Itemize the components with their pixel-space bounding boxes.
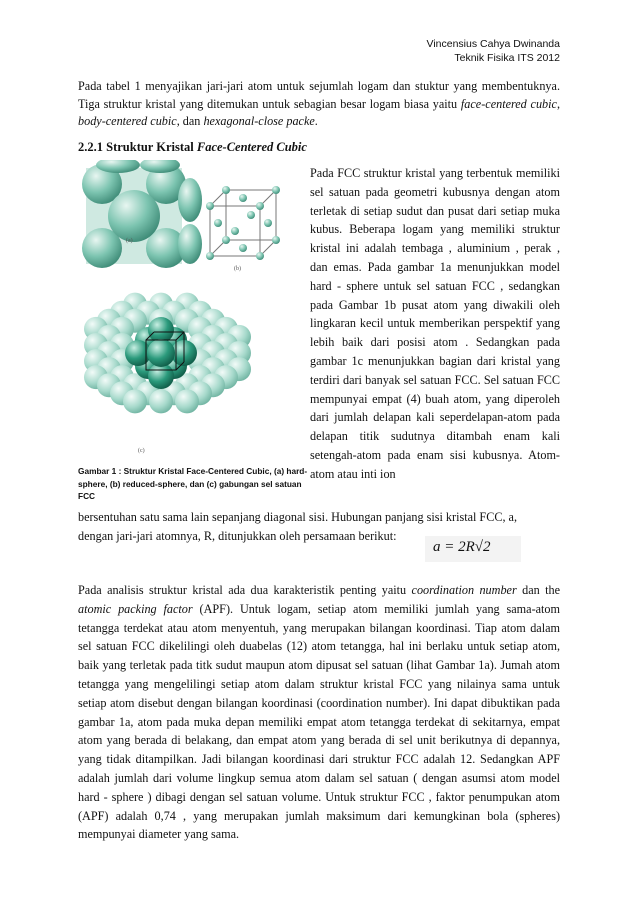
intro-end: . xyxy=(314,114,318,129)
fcc-figure xyxy=(78,160,304,455)
term-coordination-number: coordination number xyxy=(411,583,517,597)
analysis-text-1: Pada analisis struktur kristal ada dua karakteristik penting yaitu xyxy=(78,583,412,597)
intro-sep: , dan xyxy=(176,114,204,129)
right-column-text: Pada FCC struktur kristal yang terbentuk memiliki sel satuan pada geometri kubusnya dengan atom terletak di setiap sudut dan pusat dari setiap muka kubus. Beberapa logam yang memiliki struktur kristal ini adalah tembaga , aluminium , perak , dan emas. Pada gambar 1a menunjukkan model hard - sphere untuk sel satuan FCC , sedangkan pada Gambar 1b pusat atom yang diwakili oleh lingkaran kecil untuk memberikan perspektif yang lebih baik dari posisi atom . Sedangkan pada gambar 1c menunjukkan bagian dari kristal yang terdiri dari banyak sel satuan FCC. Sel satuan FCC mempunyai empat (4) buah atom, yang diperoleh dari jumlah delapan kali seperdelapan-atom pada delapan titik sudutnya ditambah enam kali setengah-atom pada enam sisi kubusnya. Atom-atom atau inti ion xyxy=(310,166,560,481)
equation: a = 2R√2 xyxy=(433,539,491,555)
analysis-text-3: (APF). Untuk logam, setiap atom memiliki jumlah yang sama-atom tetangga terdekat atau atom menyentuh, yang merupakan bilangan koordinasi. Tiap atom dalam sel satuan FCC dikelilingi oleh duabelas (12) atom tetangga, hal ini berlaku untuk setiap atom, baik yang terletak pada titk sudut maupun atom dipusat sel satuan (lihat Gambar 1a). Jumah atom tetangga yang mengelilingi setiap atom dalam struktur kristal FCC yang nilainya sama untuk setiap atom disebut dengan bilangan koordinasi (coordination number). Ini dapat dibuktikan pada gambar 1a, atom pada muka depan memiliki empat atom tetangga terdekat di sekitarnya, empat atom yang berada di belakang, dan empat atom yang berada di sel unit berikutnya di depannya, yang tidak ditampilkan. Jadi bilangan koordinasi dari struktur FCC adalah 12. Sedangkan APF adalah jumlah dari volume lingkup semua atom dalam sel satuan ( dengan asumsi atom model hard - sphere ) dibagi dengan sel satuan volume. Untuk struktur FCC , faktor penumpukan atom (APF) adalah 0,74 , yang merupakan jumlah maksimum dari kemungkinan bola (spheres) mempunyai diameter yang sama. xyxy=(78,601,560,842)
section-title-italic: Face-Centered Cubic xyxy=(196,140,307,154)
author-name: Vincensius Cahya Dwinanda xyxy=(426,38,560,50)
section-number-title: 2.2.1 Struktur Kristal xyxy=(78,140,197,154)
intro-sep: , xyxy=(556,96,560,111)
page-header xyxy=(427,37,560,65)
term-bcc: body-centered cubic xyxy=(78,114,177,129)
label-a: (a) xyxy=(126,238,133,244)
equation-box xyxy=(425,536,521,562)
label-c: (c) xyxy=(138,448,145,454)
analysis-paragraph xyxy=(78,581,560,844)
term-hcp: hexagonal-close packe xyxy=(203,114,315,129)
hard-sphere-model xyxy=(82,160,202,268)
continuation-line-2: dengan jari-jari atomnya, R, ditunjukkan oleh persamaan berikut: xyxy=(78,528,397,543)
section-heading xyxy=(78,140,307,155)
figure-caption: Gambar 1 : Struktur Kristal Face-Centered Cubic, (a) hard-sphere, (b) reduced-sphere, dan (c) gabungan sel satuan FCC xyxy=(78,466,308,502)
term-fcc: face-centered cubic xyxy=(460,96,557,111)
label-b: (b) xyxy=(234,266,241,272)
lattice-atom xyxy=(123,389,147,413)
analysis-text-2: dan the xyxy=(516,583,560,597)
author-affiliation: Teknik Fisika ITS 2012 xyxy=(454,52,560,64)
lattice-atom xyxy=(175,389,199,413)
term-atomic-packing-factor: atomic packing factor xyxy=(78,601,193,616)
lattice-atom xyxy=(149,389,173,413)
intro-paragraph xyxy=(78,78,560,131)
intro-text: Pada tabel 1 menyajikan jari-jari atom untuk sejumlah logam dan stuktur yang membentuknya. Tiga struktur kristal yang ditemukan untuk sebagian besar logam biasa yaitu xyxy=(78,79,560,111)
continuation-line-1: bersentuhan satu sama lain sepanjang diagonal sisi. Hubungan panjang sisi kristal FCC, a, xyxy=(78,510,518,524)
